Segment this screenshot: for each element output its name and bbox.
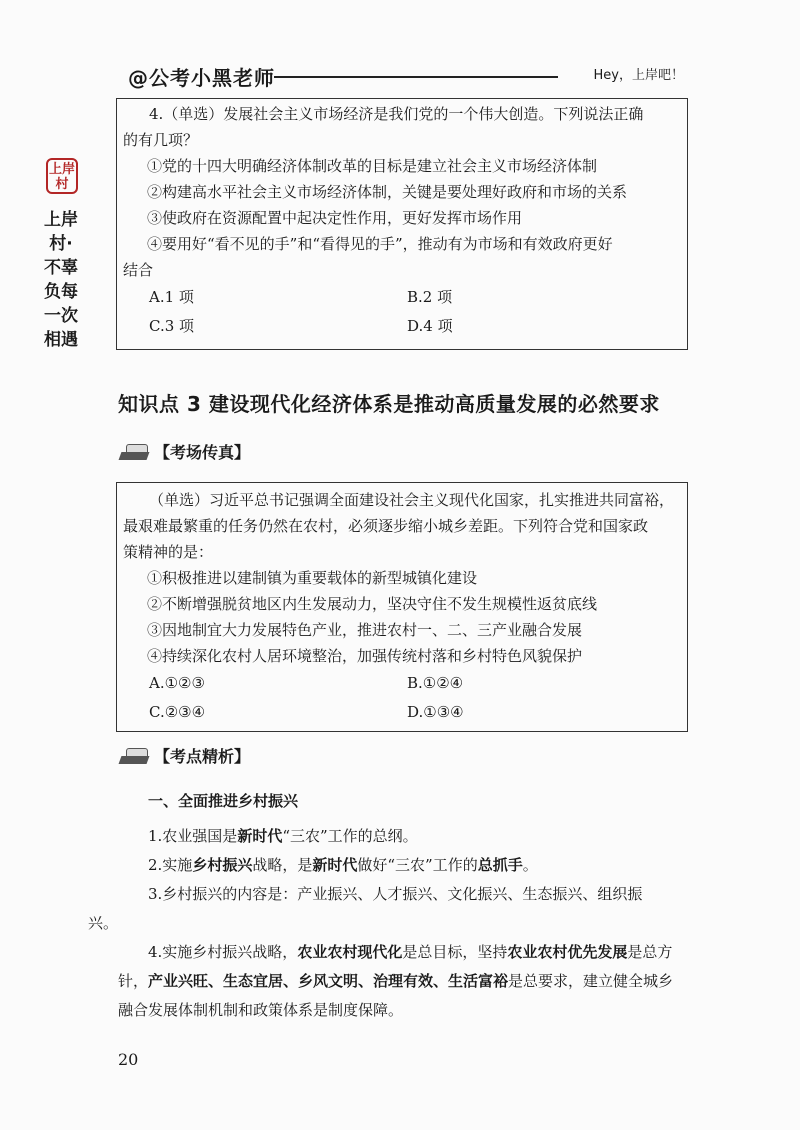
seal-stamp (46, 158, 78, 194)
header-motto: Hey，上岸吧！ (593, 68, 684, 83)
exam-heading-text: 【考场传真】 (154, 443, 251, 462)
analysis-para-4 (118, 938, 688, 1025)
seal-top-text: 上岸 (48, 162, 75, 177)
analysis-body (88, 786, 688, 1025)
p4-text: 是总目标，坚持 (402, 943, 508, 961)
q4-item-1: ①党的十四大明确经济体制改革的目标是建立社会主义市场经济体制 (147, 157, 598, 175)
analysis-heading-text: 【考点精析】 (154, 747, 251, 766)
q4-item-3: ③使政府在资源配置中起决定性作用，更好发挥市场作用 (147, 209, 523, 227)
p1-bold: 新时代 (237, 827, 283, 845)
question-box-4 (116, 98, 688, 350)
p2-text: 战略，是 (252, 856, 313, 874)
knowledge-point-title: 知识点 3 建设现代化经济体系是推动高质量发展的必然要求 (118, 392, 660, 416)
exam-option-c: C.②③④ (149, 703, 206, 721)
analysis-section-heading (118, 744, 250, 767)
q4-option-b: B.2 项 (407, 288, 453, 306)
q4-stem-line1: 4.（单选）发展社会主义市场经济是我们党的一个伟大创造。下列说法正确 (149, 105, 644, 123)
p2-bold: 总抓手 (477, 856, 523, 874)
exam-options (119, 669, 677, 727)
exam-stem-line3: 策精神的是： (123, 543, 214, 561)
analysis-para-3 (88, 880, 688, 938)
sidebar (44, 158, 78, 352)
q4-option-c: C.3 项 (149, 317, 195, 335)
analysis-para-2 (118, 851, 688, 880)
typewriter-icon (118, 442, 152, 462)
q4-option-d: D.4 项 (407, 317, 453, 335)
p3-line2: 兴。 (88, 914, 119, 932)
seal-bottom-text: 村 (55, 177, 69, 192)
q4-stem-line2: 的有几项？ (123, 131, 199, 149)
exam-item-2: ②不断增强脱贫地区内生发展动力，坚决守住不发生规模性返贫底线 (147, 595, 598, 613)
q4-item-4: ④要用好“看不见的手”和“看得见的手”，推动有为市场和有效政府更好 (147, 235, 613, 253)
exam-item-3: ③因地制宜大力发展特色产业，推进农村一、二、三产业融合发展 (147, 621, 583, 639)
brand-title: @公考小黑老师 (128, 66, 275, 90)
exam-stem-line1: （单选）习近平总书记强调全面建设社会主义现代化国家，扎实推进共同富裕， (149, 491, 675, 509)
p3-line1: 3.乡村振兴的内容是：产业振兴、人才振兴、文化振兴、生态振兴、组织振 (148, 885, 643, 903)
analysis-para-1 (118, 822, 688, 851)
p2-bold: 乡村振兴 (192, 856, 253, 874)
q4-options (119, 283, 675, 341)
p4-bold: 农业农村优先发展 (507, 943, 628, 961)
p4-bold: 农业农村现代化 (297, 943, 403, 961)
p2-text-end: 。 (522, 856, 538, 874)
exam-stem-line2: 最艰难最繁重的任务仍然在农村，必须逐步缩小城乡差距。下列符合党和国家政 (123, 517, 649, 535)
page-number: 20 (118, 1050, 139, 1069)
p2-text: 做好“三农”工作的 (357, 856, 478, 874)
p4-bold: 产业兴旺、生态宜居、乡风文明、治理有效、生活富裕 (148, 972, 509, 990)
exam-option-b: B.①②④ (407, 674, 464, 692)
p4-text: 4.实施乡村振兴战略， (148, 943, 298, 961)
sidebar-vertical-text: 上岸村·不辜负每一次相遇 (44, 210, 78, 350)
p1-text: 1.农业强国是 (148, 827, 238, 845)
q4-item-2: ②构建高水平社会主义市场经济体制，关键是要处理好政府和市场的关系 (147, 183, 628, 201)
exam-option-a: A.①②③ (149, 674, 205, 692)
p4-text-end: 是总要求，建立健全城乡融合发展体制机制和政策体系是制度保障。 (118, 972, 674, 1019)
analysis-section-title: 一、全面推进乡村振兴 (148, 792, 299, 810)
exam-item-1: ①积极推进以建制镇为重要载体的新型城镇化建设 (147, 569, 478, 587)
page-header (118, 62, 688, 90)
exam-item-4: ④持续深化农村人居环境整治，加强传统村落和乡村特色风貌保护 (147, 647, 583, 665)
p1-text-end: “三农”工作的总纲。 (282, 827, 418, 845)
header-rule (274, 76, 558, 78)
p2-text: 2.实施 (148, 856, 193, 874)
exam-question-box (116, 482, 688, 732)
p2-bold: 新时代 (312, 856, 358, 874)
p4-text: 是总方针， (118, 943, 673, 990)
q4-option-a: A.1 项 (149, 288, 194, 306)
typewriter-icon (118, 746, 152, 766)
exam-section-heading (118, 440, 250, 463)
q4-item-4-cont: 结合 (123, 261, 154, 279)
exam-option-d: D.①③④ (407, 703, 464, 721)
